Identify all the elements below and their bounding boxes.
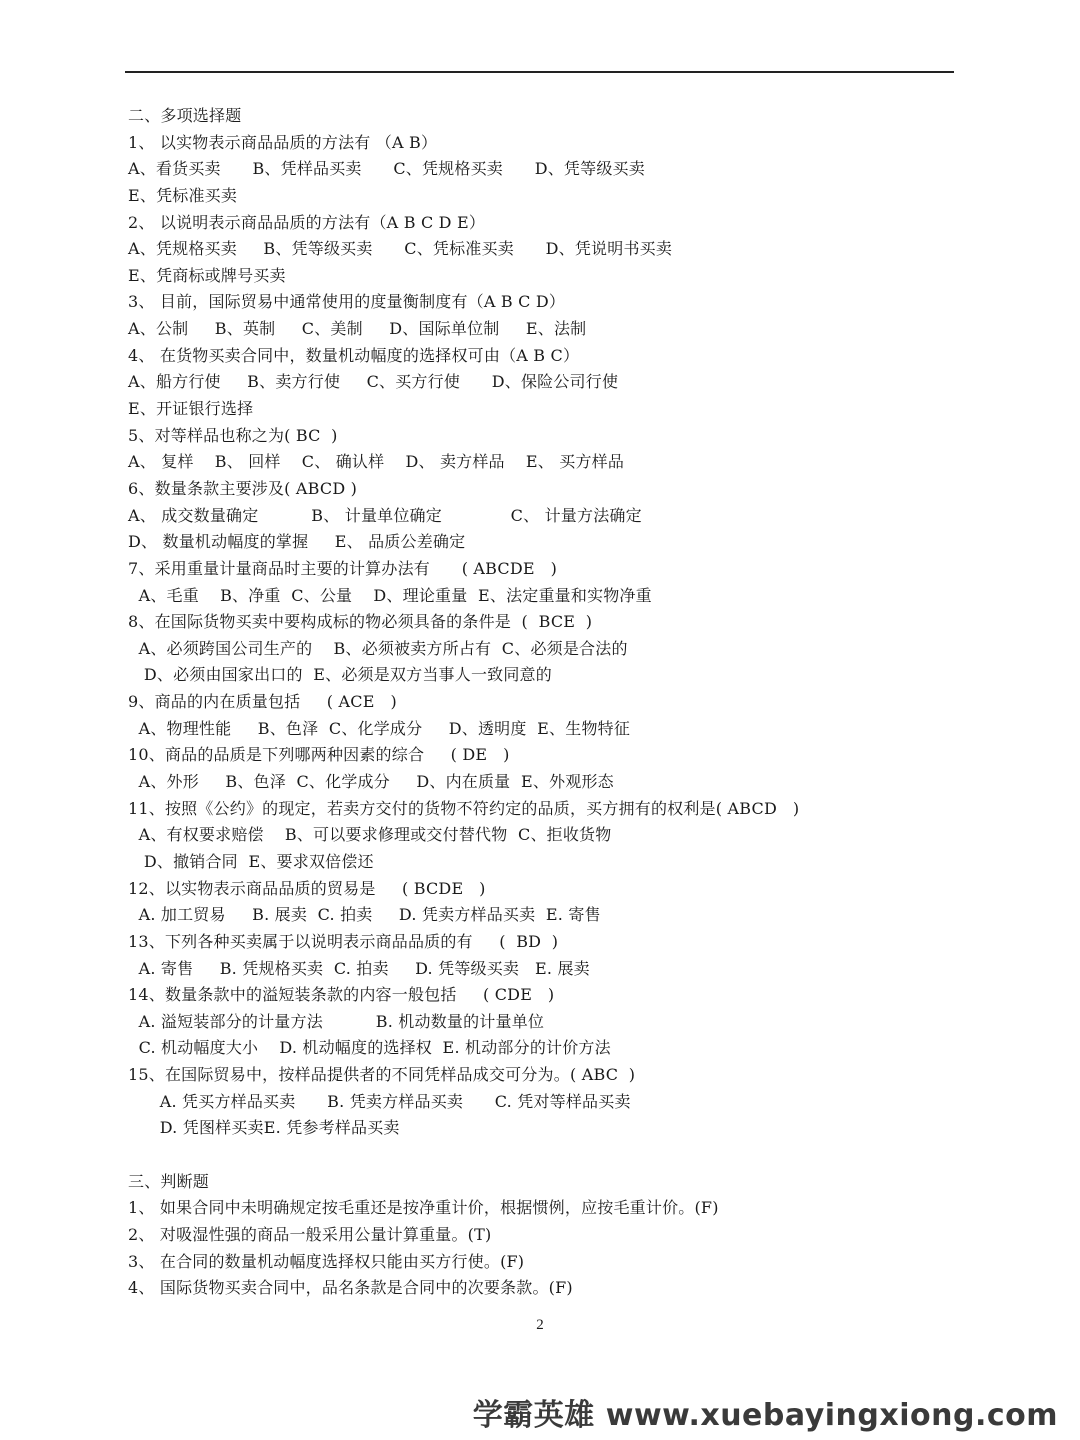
text-line: E、凭标准买卖 xyxy=(128,185,238,205)
text-line: E、凭商标或牌号买卖 xyxy=(128,265,286,285)
blank-line xyxy=(128,1142,968,1169)
page-number: 2 xyxy=(536,1317,544,1333)
text-line: A、物理性能 B、色泽 C、化学成分 D、透明度 E、生物特征 xyxy=(128,718,631,738)
text-line: 9、商品的内在质量包括 ( ACE ) xyxy=(128,692,397,712)
document-body xyxy=(128,103,968,1302)
text-line: A、必须跨国公司生产的 B、必须被卖方所占有 C、必须是合法的 xyxy=(128,638,628,658)
text-line: 10、商品的品质是下列哪两种因素的综合 ( DE ) xyxy=(128,745,510,765)
text-line: A、有权要求赔偿 B、可以要求修理或交付替代物 C、拒收货物 xyxy=(128,825,612,845)
text-line: A、外形 B、色泽 C、化学成分 D、内在质量 E、外观形态 xyxy=(128,772,614,792)
text-line: 3、 在合同的数量机动幅度选择权只能由买方行使。(F) xyxy=(128,1251,525,1271)
text-line: A、 复样 B、 回样 C、 确认样 D、 卖方样品 E、 买方样品 xyxy=(128,452,625,472)
text-line: 1、 以实物表示商品品质的方法有 （A B） xyxy=(128,132,438,152)
text-line: A、船方行使 B、卖方行使 C、买方行使 D、保险公司行使 xyxy=(128,372,619,392)
text-line: C. 机动幅度大小 D. 机动幅度的选择权 E. 机动部分的计价方法 xyxy=(128,1038,611,1058)
text-line: A、 成交数量确定 B、 计量单位确定 C、 计量方法确定 xyxy=(128,505,642,525)
text-line: D、必须由国家出口的 E、必须是双方当事人一致同意的 xyxy=(128,665,552,685)
text-line: 3、 目前，国际贸易中通常使用的度量衡制度有（A B C D） xyxy=(128,292,566,312)
text-line: 6、数量条款主要涉及( ABCD ) xyxy=(128,478,358,498)
text-line: A. 溢短装部分的计量方法 B. 机动数量的计量单位 xyxy=(128,1011,545,1031)
text-line: A、毛重 B、净重 C、公量 D、理论重量 E、法定重量和实物净重 xyxy=(128,585,652,605)
text-line: 12、以实物表示商品品质的贸易是 ( BCDE ) xyxy=(128,878,486,898)
text-line: 2、 对吸湿性强的商品一般采用公量计算重量。(T) xyxy=(128,1224,492,1244)
text-line: E、开证银行选择 xyxy=(128,399,254,419)
text-line: 13、下列各种买卖属于以说明表示商品品质的有 ( BD ) xyxy=(128,931,559,951)
site-watermark: 学霸英雄 www.xuebayingxiong.com xyxy=(472,1398,1058,1433)
text-line: 5、对等样品也称之为( BC ) xyxy=(128,425,338,445)
text-line: D、 数量机动幅度的掌握 E、 品质公差确定 xyxy=(128,532,466,552)
text-line: A. 寄售 B. 凭规格买卖 C. 拍卖 D. 凭等级买卖 E. 展卖 xyxy=(128,958,590,978)
text-line: 11、按照《公约》的现定，若卖方交付的货物不符约定的品质，买方拥有的权利是( ABCD ) xyxy=(128,798,800,818)
text-line: 15、在国际贸易中，按样品提供者的不同凭样品成交可分为。( ABC ) xyxy=(128,1065,636,1085)
text-line: A、看货买卖 B、凭样品买卖 C、凭规格买卖 D、凭等级买卖 xyxy=(128,159,645,179)
text-line: 4、 在货物买卖合同中，数量机动幅度的选择权可由（A B C） xyxy=(128,345,580,365)
text-line: 2、 以说明表示商品品质的方法有（A B C D E） xyxy=(128,212,486,232)
text-line: 8、在国际货物买卖中要构成标的物必须具备的条件是 ( BCE ) xyxy=(128,612,593,632)
text-line: 二、多项选择题 xyxy=(128,106,242,125)
text-line: 1、 如果合同中未明确规定按毛重还是按净重计价，根据惯例，应按毛重计价。(F) xyxy=(128,1198,719,1218)
text-line: D、撤销合同 E、要求双倍偿还 xyxy=(128,851,374,871)
text-line: A、凭规格买卖 B、凭等级买卖 C、凭标准买卖 D、凭说明书买卖 xyxy=(128,239,673,259)
text-line: D. 凭图样买卖E. 凭参考样品买卖 xyxy=(128,1118,400,1138)
text-line: 三、判断题 xyxy=(128,1171,210,1191)
text-line: 4、 国际货物买卖合同中，品名条款是合同中的次要条款。(F) xyxy=(128,1278,573,1298)
text-line: A、公制 B、英制 C、美制 D、国际单位制 E、法制 xyxy=(128,319,587,339)
text-line: 14、数量条款中的溢短装条款的内容一般包括 ( CDE ) xyxy=(128,985,555,1005)
header-rule xyxy=(125,71,954,73)
text-line: A. 凭买方样品买卖 B. 凭卖方样品买卖 C. 凭对等样品买卖 xyxy=(128,1091,631,1111)
text-line: 7、采用重量计量商品时主要的计算办法有 ( ABCDE ) xyxy=(128,558,558,578)
text-line: A. 加工贸易 B. 展卖 C. 拍卖 D. 凭卖方样品买卖 E. 寄售 xyxy=(128,905,601,925)
